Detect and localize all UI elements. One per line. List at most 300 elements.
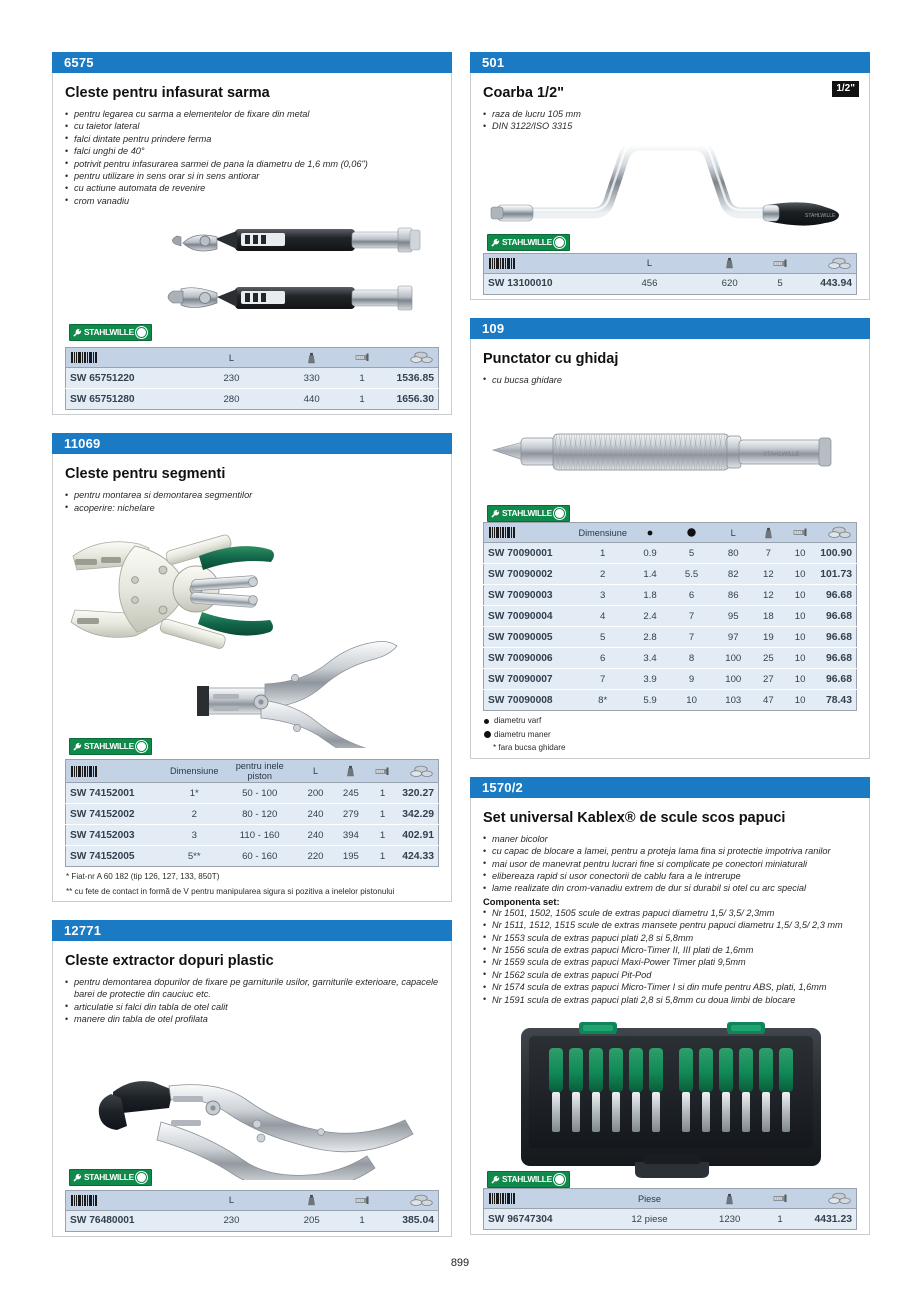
feature-item: • raza de lucru 105 mm xyxy=(483,108,857,120)
col-header-price xyxy=(816,523,856,543)
cell-price: 100.90 xyxy=(816,543,856,564)
set-item: • Nr 1511, 1512, 1515 scule de extras mansete pentru papuci diametru 1,5/ 3,5/ 2,3 mm xyxy=(483,919,857,931)
product-code: SW 70090007 xyxy=(484,669,575,690)
cell-dimension: 5 xyxy=(574,627,631,648)
cell-length: 456 xyxy=(599,273,700,294)
product-body-501 xyxy=(470,73,870,300)
cell-tip-diameter: 2.8 xyxy=(631,627,669,648)
cell-packaging: 10 xyxy=(784,669,816,690)
col-header-length: L xyxy=(714,523,753,543)
coins-icon xyxy=(828,526,852,539)
product-code: SW 65751280 xyxy=(66,389,182,410)
feature-item: • acoperire: nichelare xyxy=(65,502,439,514)
product-code: SW 74152001 xyxy=(66,783,166,804)
feature-item: • maner bicolor xyxy=(483,833,857,845)
col-header-packaging xyxy=(342,348,383,368)
cell-price: 101.73 xyxy=(816,564,856,585)
large-dot-icon xyxy=(484,731,491,738)
product-code: SW 70090004 xyxy=(484,606,575,627)
set-item: • Nr 1553 scula de extras papuci plati 2,8 si 5,8mm xyxy=(483,932,857,944)
cell-length: 80 xyxy=(714,543,753,564)
table-header-row xyxy=(66,1190,439,1210)
cell-dimension: 7 xyxy=(574,669,631,690)
col-header-weight xyxy=(334,760,368,783)
weight-icon xyxy=(345,765,356,777)
product-title: Cleste pentru infasurat sarma xyxy=(65,85,270,101)
table-row[interactable] xyxy=(66,368,439,389)
cell-price: 96.68 xyxy=(816,669,856,690)
cell-piston-rings: 110 - 160 xyxy=(223,825,297,846)
weight-icon xyxy=(763,527,774,539)
feature-item: • cu actiune automata de revenire xyxy=(65,182,439,194)
wire-twisting-pliers-illustration xyxy=(65,213,439,337)
brand-name: STAHLWILLE xyxy=(84,327,134,338)
cell-handle-diameter: 7 xyxy=(669,627,714,648)
feature-item: • cu capac de blocare a lamei, pentru a proteja lama fina si protectie impotriva ranilor xyxy=(483,845,857,857)
cell-dimension: 1 xyxy=(574,543,631,564)
table-row[interactable] xyxy=(66,804,439,825)
table-footnote: ** cu fete de contact in formă de V pentru manipularea sigura si pozitiva a inelelor pistonului xyxy=(66,886,395,896)
col-header-packaging xyxy=(368,760,398,783)
wrench-icon xyxy=(73,328,82,337)
right-column xyxy=(470,52,870,1253)
table-row[interactable] xyxy=(484,585,857,606)
wrench-icon xyxy=(491,509,500,518)
cell-price: 96.68 xyxy=(816,627,856,648)
product-body-11069 xyxy=(52,454,452,902)
cell-length: 100 xyxy=(714,648,753,669)
svg-text:STAHLWILLE: STAHLWILLE xyxy=(805,212,836,219)
product-title: Punctator cu ghidaj xyxy=(483,350,619,367)
set-contents-heading: Componenta set: xyxy=(483,895,560,907)
cell-price: 78.43 xyxy=(816,690,856,711)
table-row[interactable] xyxy=(66,846,439,867)
table-footnote-tip-diameter xyxy=(483,715,857,727)
cell-price: 443.94 xyxy=(801,273,857,294)
table-row[interactable] xyxy=(66,825,439,846)
coins-icon xyxy=(410,1194,434,1207)
barcode-icon xyxy=(70,352,98,363)
cell-weight: 18 xyxy=(753,606,785,627)
cell-dimension: 5** xyxy=(166,846,223,867)
cell-weight: 25 xyxy=(753,648,785,669)
set-item: • Nr 1559 scula de extras papuci Maxi-Power Timer plati 9,5mm xyxy=(483,956,857,968)
stahlwille-logo xyxy=(487,505,570,522)
table-header-row xyxy=(484,1189,857,1209)
set-item: • Nr 1574 scula de extras papuci Micro-Timer I si din mufe pentru ABS, plati, 1,6mm xyxy=(483,981,857,993)
cell-dimension: 2 xyxy=(166,804,223,825)
col-header-price xyxy=(383,348,439,368)
col-header-length: L xyxy=(599,253,700,273)
cell-tip-diameter: 0.9 xyxy=(631,543,669,564)
col-header-barcode xyxy=(66,1190,182,1210)
table-header-row xyxy=(66,348,439,368)
packaging-icon xyxy=(355,352,370,363)
product-title: Coarba 1/2" xyxy=(483,85,565,101)
feature-item: • pentru montarea si demontarea segmentilor xyxy=(65,489,439,501)
col-header-weight xyxy=(753,523,785,543)
product-code: SW 74152002 xyxy=(66,804,166,825)
table-row[interactable] xyxy=(66,1210,439,1231)
feature-item: • mai usor de manevrat pentru lucrari fine si complicate pe conectori miniaturali xyxy=(483,858,857,870)
cell-length: 100 xyxy=(714,669,753,690)
cell-price: 320.27 xyxy=(397,783,438,804)
product-code: SW 74152003 xyxy=(66,825,166,846)
cell-length: 280 xyxy=(181,389,282,410)
product-block-1570-2 xyxy=(470,777,870,1235)
cell-packaging: 10 xyxy=(784,690,816,711)
small-dot-icon xyxy=(646,529,654,537)
col-header-packaging xyxy=(760,1189,801,1209)
product-code: SW 70090002 xyxy=(484,564,575,585)
col-header-barcode xyxy=(66,348,182,368)
product-code: SW 70090005 xyxy=(484,627,575,648)
product-code: SW 65751220 xyxy=(66,368,182,389)
barcode-icon xyxy=(488,1193,516,1204)
wrench-icon xyxy=(491,1175,500,1184)
product-title: Cleste extractor dopuri plastic xyxy=(65,953,274,970)
coins-icon xyxy=(410,351,434,364)
guided-center-punch-illustration xyxy=(483,398,857,512)
feature-item: • articulatie si falci din tabla de otel calit xyxy=(65,1001,439,1013)
cell-weight: 47 xyxy=(753,690,785,711)
col-header-barcode xyxy=(484,253,600,273)
col-header-handle-diameter xyxy=(669,523,714,543)
cell-packaging: 5 xyxy=(760,273,801,294)
col-header-price xyxy=(801,253,857,273)
product-photo-kablex-tool-case xyxy=(483,1014,857,1182)
product-code: SW 70090006 xyxy=(484,648,575,669)
cell-weight: 12 xyxy=(753,564,785,585)
cell-handle-diameter: 6 xyxy=(669,585,714,606)
ring-icon xyxy=(136,327,147,338)
product-body-109 xyxy=(470,339,870,759)
product-body-6575 xyxy=(52,73,452,415)
coins-icon xyxy=(828,1192,852,1205)
cell-packaging: 1 xyxy=(760,1209,801,1230)
cell-weight: 19 xyxy=(753,627,785,648)
table-row[interactable] xyxy=(484,606,857,627)
product-photo-brace xyxy=(483,135,857,247)
footnote-text: diametru varf xyxy=(494,716,542,726)
product-block-109 xyxy=(470,318,870,759)
col-header-price xyxy=(383,1190,439,1210)
spec-table-12771 xyxy=(65,1190,439,1232)
feature-item: • lame realizate din crom-vanadiu extrem de dur si durabil si otel cu arc special xyxy=(483,882,857,894)
table-row[interactable] xyxy=(484,669,857,690)
cell-weight: 27 xyxy=(753,669,785,690)
cell-dimension: 3 xyxy=(166,825,223,846)
cell-length: 220 xyxy=(297,846,334,867)
col-header-barcode xyxy=(66,760,166,783)
stahlwille-logo xyxy=(69,738,152,755)
feature-item: • pentru demontarea dopurilor de fixare pe garniturile usilor, garniturile exterioare, capacele barei de protectie din cauciuc etc. xyxy=(65,976,439,1001)
col-header-barcode xyxy=(484,523,575,543)
cell-dimension: 2 xyxy=(574,564,631,585)
cell-packaging: 1 xyxy=(368,846,398,867)
cell-weight: 205 xyxy=(282,1210,342,1231)
packaging-icon xyxy=(773,1193,788,1204)
stahlwille-logo xyxy=(69,324,152,341)
product-code: SW 74152005 xyxy=(66,846,166,867)
table-footnote-asterisk: * fara bucsa ghidare xyxy=(493,743,566,753)
cell-handle-diameter: 8 xyxy=(669,648,714,669)
ring-icon xyxy=(136,741,147,752)
cell-length: 200 xyxy=(297,783,334,804)
cell-price: 402.91 xyxy=(397,825,438,846)
col-header-packaging xyxy=(760,253,801,273)
barcode-icon xyxy=(70,766,98,777)
feature-item: • elibereaza rapid si usor conectorii de cablu fara a le intrerupe xyxy=(483,870,857,882)
cell-weight: 330 xyxy=(282,368,342,389)
col-header-weight xyxy=(282,1190,342,1210)
svg-text:STAHLWILLE: STAHLWILLE xyxy=(763,452,800,459)
cell-length: 86 xyxy=(714,585,753,606)
product-code: SW 70090001 xyxy=(484,543,575,564)
product-number-1570-2: 1570/2 xyxy=(470,777,870,798)
table-row[interactable] xyxy=(66,783,439,804)
spec-table-11069 xyxy=(65,759,439,867)
cell-piston-rings: 50 - 100 xyxy=(223,783,297,804)
coins-icon xyxy=(410,765,434,778)
cell-tip-diameter: 1.8 xyxy=(631,585,669,606)
plastic-clip-removal-pliers-illustration xyxy=(65,1034,439,1180)
cell-price: 96.68 xyxy=(816,648,856,669)
table-header-row xyxy=(66,760,439,783)
col-header-length: L xyxy=(297,760,334,783)
kablex-tool-set-case-illustration xyxy=(483,1014,857,1178)
cell-dimension: 6 xyxy=(574,648,631,669)
large-dot-icon xyxy=(686,527,697,538)
stahlwille-logo xyxy=(487,1171,570,1188)
table-row[interactable] xyxy=(484,1209,857,1230)
table-row[interactable] xyxy=(66,389,439,410)
set-item: • Nr 1591 scula de extras papuci plati 2,8 si 5,8mm cu doua limbi de blocare xyxy=(483,994,857,1006)
table-row[interactable] xyxy=(484,627,857,648)
set-item: • Nr 1501, 1502, 1505 scule de extras papuci diametru 1,5/ 3,5/ 2,3mm xyxy=(483,907,857,919)
cell-packaging: 10 xyxy=(784,648,816,669)
cell-packaging: 1 xyxy=(342,368,383,389)
table-row[interactable] xyxy=(484,690,857,711)
stahlwille-logo xyxy=(69,1169,152,1186)
cell-weight: 195 xyxy=(334,846,368,867)
cell-tip-diameter: 2.4 xyxy=(631,606,669,627)
col-header-price xyxy=(801,1189,857,1209)
cell-length: 95 xyxy=(714,606,753,627)
cell-weight: 440 xyxy=(282,389,342,410)
spec-table-1570-2 xyxy=(483,1188,857,1230)
page-number: 899 xyxy=(450,1257,470,1269)
ring-icon xyxy=(136,1172,147,1183)
small-dot-icon xyxy=(484,719,489,724)
cell-length: 97 xyxy=(714,627,753,648)
cell-handle-diameter: 5 xyxy=(669,543,714,564)
cell-dimension: 1* xyxy=(166,783,223,804)
cell-weight: 394 xyxy=(334,825,368,846)
piston-ring-pliers-illustration xyxy=(65,518,439,748)
product-code: SW 76480001 xyxy=(66,1210,182,1231)
ring-icon xyxy=(554,1174,565,1185)
cell-packaging: 10 xyxy=(784,564,816,585)
product-photo-wire-twisting-pliers xyxy=(65,213,439,341)
weight-icon xyxy=(724,1193,735,1205)
product-block-501 xyxy=(470,52,870,300)
cell-pieces: 12 piese xyxy=(599,1209,700,1230)
cell-price: 96.68 xyxy=(816,585,856,606)
barcode-icon xyxy=(488,258,516,269)
product-photo-center-punch xyxy=(483,398,857,519)
feature-item: • pentru legarea cu sarma a elementelor de fixare din metal xyxy=(65,108,439,120)
cell-price: 1536.85 xyxy=(383,368,439,389)
col-header-packaging xyxy=(784,523,816,543)
two-column-layout xyxy=(52,52,876,1255)
product-block-12771 xyxy=(52,920,452,1237)
cell-handle-diameter: 5.5 xyxy=(669,564,714,585)
col-header-weight xyxy=(700,1189,760,1209)
cell-packaging: 1 xyxy=(342,1210,383,1231)
feature-item: • falci dintate pentru prindere ferma xyxy=(65,133,439,145)
weight-icon xyxy=(724,257,735,269)
cell-length: 103 xyxy=(714,690,753,711)
cell-piston-rings: 60 - 160 xyxy=(223,846,297,867)
cell-price: 1656.30 xyxy=(383,389,439,410)
product-number-11069: 11069 xyxy=(52,433,452,454)
packaging-icon xyxy=(793,527,808,538)
cell-weight: 245 xyxy=(334,783,368,804)
set-item: • Nr 1556 scula de extras papuci Micro-Timer II, III plati de 1,6mm xyxy=(483,944,857,956)
col-header-barcode xyxy=(484,1189,600,1209)
product-title: Set universal Kablex® de scule scos papuci xyxy=(483,809,786,826)
barcode-icon xyxy=(488,527,516,538)
cell-weight: 7 xyxy=(753,543,785,564)
feature-item: • cu bucsa ghidare xyxy=(483,374,857,386)
table-footnote: * Fiat-nr A 60 182 (tip 126, 127, 133, 850T) xyxy=(66,872,220,882)
cell-tip-diameter: 5.9 xyxy=(631,690,669,711)
col-header-tip-diameter xyxy=(631,523,669,543)
col-header-length: L xyxy=(181,348,282,368)
cell-piston-rings: 80 - 120 xyxy=(223,804,297,825)
spec-table-109 xyxy=(483,522,857,711)
product-number-109: 109 xyxy=(470,318,870,339)
ring-icon xyxy=(554,508,565,519)
left-column xyxy=(52,52,452,1255)
weight-icon xyxy=(306,352,317,364)
feature-item: • pentru utilizare in sens orar si in sens antiorar xyxy=(65,170,439,182)
cell-handle-diameter: 10 xyxy=(669,690,714,711)
table-footnote-handle-diameter xyxy=(483,729,857,741)
cell-price: 4431.23 xyxy=(801,1209,857,1230)
product-title: Cleste pentru segmenti xyxy=(65,466,226,483)
cell-tip-diameter: 1.4 xyxy=(631,564,669,585)
cell-weight: 279 xyxy=(334,804,368,825)
cell-packaging: 1 xyxy=(368,804,398,825)
cell-packaging: 1 xyxy=(368,825,398,846)
set-item: • Nr 1562 scula de extras papuci Pit-Pod xyxy=(483,969,857,981)
product-photo-piston-ring-pliers xyxy=(65,518,439,753)
cell-packaging: 1 xyxy=(342,389,383,410)
cell-dimension: 3 xyxy=(574,585,631,606)
col-header-price xyxy=(397,760,438,783)
brace-illustration xyxy=(483,135,857,243)
product-number-6575: 6575 xyxy=(52,52,452,73)
col-header-weight xyxy=(282,348,342,368)
product-number-501: 501 xyxy=(470,52,870,73)
cell-length: 240 xyxy=(297,825,334,846)
cell-handle-diameter: 7 xyxy=(669,606,714,627)
ring-icon xyxy=(554,237,565,248)
col-header-piston-rings: pentru inele piston xyxy=(223,760,297,783)
table-row[interactable] xyxy=(484,273,857,294)
cell-dimension: 8* xyxy=(574,690,631,711)
stahlwille-logo xyxy=(487,234,570,251)
product-number-12771: 12771 xyxy=(52,920,452,941)
cell-weight: 620 xyxy=(700,273,760,294)
feature-item: • crom vanadiu xyxy=(65,195,439,207)
cell-length: 240 xyxy=(297,804,334,825)
brand-name: STAHLWILLE xyxy=(84,1171,134,1182)
cell-packaging: 10 xyxy=(784,606,816,627)
product-block-11069 xyxy=(52,433,452,902)
cell-price: 424.33 xyxy=(397,846,438,867)
col-header-length: L xyxy=(181,1190,282,1210)
packaging-icon xyxy=(355,1195,370,1206)
cell-weight: 1230 xyxy=(700,1209,760,1230)
barcode-icon xyxy=(70,1195,98,1206)
col-header-dimension: Dimensiune xyxy=(574,523,631,543)
wrench-icon xyxy=(491,238,500,247)
table-header-row xyxy=(484,253,857,273)
cell-packaging: 10 xyxy=(784,585,816,606)
spec-table-501 xyxy=(483,253,857,295)
coins-icon xyxy=(828,257,852,270)
packaging-icon xyxy=(773,258,788,269)
table-row[interactable] xyxy=(484,543,857,564)
wrench-icon xyxy=(73,742,82,751)
col-header-weight xyxy=(700,253,760,273)
table-row[interactable] xyxy=(484,648,857,669)
table-row[interactable] xyxy=(484,564,857,585)
size-badge: 1/2" xyxy=(832,81,859,97)
packaging-icon xyxy=(375,766,390,777)
cell-length: 230 xyxy=(181,1210,282,1231)
cell-packaging: 10 xyxy=(784,627,816,648)
product-block-6575 xyxy=(52,52,452,415)
wrench-icon xyxy=(73,1173,82,1182)
weight-icon xyxy=(306,1194,317,1206)
cell-handle-diameter: 9 xyxy=(669,669,714,690)
cell-weight: 12 xyxy=(753,585,785,606)
product-code: SW 96747304 xyxy=(484,1209,600,1230)
footnote-text: diametru maner xyxy=(494,729,551,739)
brand-name: STAHLWILLE xyxy=(502,508,552,519)
cell-length: 82 xyxy=(714,564,753,585)
product-photo-plastic-clip-pliers xyxy=(65,1034,439,1184)
cell-price: 342.29 xyxy=(397,804,438,825)
cell-dimension: 4 xyxy=(574,606,631,627)
spec-table-6575 xyxy=(65,347,439,410)
cell-price: 385.04 xyxy=(383,1210,439,1231)
cell-tip-diameter: 3.9 xyxy=(631,669,669,690)
brand-name: STAHLWILLE xyxy=(84,741,134,752)
feature-item: • falci unghi de 40° xyxy=(65,145,439,157)
col-header-dimension: Dimensiune xyxy=(166,760,223,783)
col-header-pieces: Piese xyxy=(599,1189,700,1209)
brand-name: STAHLWILLE xyxy=(502,1174,552,1184)
product-body-1570-2 xyxy=(470,798,870,1235)
cell-price: 96.68 xyxy=(816,606,856,627)
product-body-12771 xyxy=(52,941,452,1237)
product-code: SW 70090003 xyxy=(484,585,575,606)
